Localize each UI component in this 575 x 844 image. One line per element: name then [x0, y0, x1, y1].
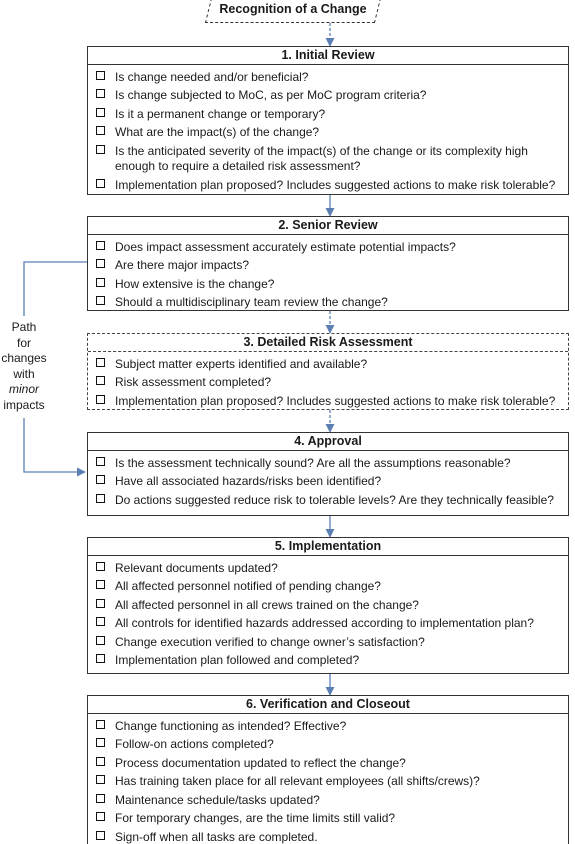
checklist-item [88, 277, 568, 291]
checkbox-icon[interactable] [96, 241, 105, 250]
checkbox-icon[interactable] [96, 617, 105, 626]
item-text: Is the assessment technically sound? Are all the assumptions reasonable? [115, 455, 511, 470]
checklist-item [88, 653, 568, 667]
checklist-item [88, 240, 568, 254]
item-text: For temporary changes, are the time limits still valid? [115, 811, 396, 825]
checklist-item [88, 474, 568, 488]
side-label-line: impacts [3, 397, 45, 412]
item-text: Have all associated hazards/risks been identified? [115, 474, 382, 488]
item-text: All affected personnel in all crews trained on the change? [115, 597, 419, 612]
item-text: Is change subjected to MoC, as per MoC program criteria? [115, 88, 427, 102]
box-title: 3. Detailed Risk Assessment [88, 334, 568, 352]
verification-closeout-box [87, 695, 569, 844]
side-label-line: minor [8, 382, 39, 396]
box-title: 6. Verification and Closeout [88, 696, 568, 714]
checkbox-icon[interactable] [96, 89, 105, 98]
checklist-item [88, 107, 568, 121]
item-text: Risk assessment completed? [115, 375, 272, 389]
item-text: What are the impact(s) of the change? [115, 125, 320, 139]
checklist-item [88, 793, 568, 807]
checklist-item [88, 616, 568, 630]
checkbox-icon[interactable] [96, 145, 105, 154]
checklist-item [88, 394, 568, 408]
item-text: Does impact assessment accurately estimate potential impacts? [115, 239, 456, 254]
checklist-item [88, 295, 568, 309]
box-title: 1. Initial Review [88, 47, 568, 65]
implementation-box [87, 537, 569, 674]
checklist-item [88, 493, 568, 507]
checkbox-icon[interactable] [96, 720, 105, 729]
item-text: Change execution verified to change owner’s satisfaction? [115, 634, 425, 649]
checkbox-icon[interactable] [96, 108, 105, 117]
side-label-line: for [16, 335, 31, 350]
checkbox-icon[interactable] [96, 794, 105, 803]
item-text: All affected personnel notified of pending change? [115, 579, 381, 593]
checkbox-icon[interactable] [96, 179, 105, 188]
checklist-item [88, 88, 568, 102]
checklist-item [88, 70, 568, 84]
item-text: Implementation plan followed and completed? [115, 653, 360, 667]
checklist-item [88, 756, 568, 770]
checkbox-icon[interactable] [96, 812, 105, 821]
checkbox-icon[interactable] [96, 831, 105, 840]
item-text: Is the anticipated severity of the impact(s) of the change or its complexity high enough to require a detailed risk assessment? [115, 143, 528, 173]
checklist-item [88, 737, 568, 751]
checkbox-icon[interactable] [96, 562, 105, 571]
item-text: Follow-on actions completed? [115, 737, 274, 751]
checkbox-icon[interactable] [96, 259, 105, 268]
checklist-item [88, 598, 568, 612]
item-text: Should a multidisciplinary team review the change? [115, 295, 388, 309]
side-label-line: changes [1, 351, 47, 365]
checkbox-icon[interactable] [96, 636, 105, 645]
item-text: Do actions suggested reduce risk to tolerable levels? Are they technically feasible? [115, 492, 554, 507]
checklist-item [88, 719, 568, 733]
item-text: Process documentation updated to reflect the change? [115, 755, 406, 770]
checkbox-icon[interactable] [96, 126, 105, 135]
minor-impacts-label [0, 320, 48, 413]
checkbox-icon[interactable] [96, 599, 105, 608]
checkbox-icon[interactable] [96, 654, 105, 663]
item-text: Is change needed and/or beneficial? [115, 69, 309, 84]
checklist-item [88, 774, 568, 788]
checklist-item [88, 811, 568, 825]
checklist-item [88, 635, 568, 649]
side-label-line: with [13, 366, 35, 381]
item-text: Sign-off when all tasks are completed. [115, 829, 318, 844]
checklist-item [88, 579, 568, 593]
box-title: 5. Implementation [88, 538, 568, 556]
checkbox-icon[interactable] [96, 296, 105, 305]
checklist-item [88, 456, 568, 470]
item-text: Subject matter experts identified and available? [115, 356, 368, 371]
item-text: Has training taken place for all relevant employees (all shifts/crews)? [115, 774, 480, 788]
approval-box [87, 432, 569, 516]
checklist-item [88, 144, 568, 174]
checkbox-icon[interactable] [96, 580, 105, 589]
item-text: All controls for identified hazards addressed according to implementation plan? [115, 616, 534, 630]
detailed-risk-assessment-box [87, 333, 569, 410]
checkbox-icon[interactable] [96, 278, 105, 287]
checklist-item [88, 561, 568, 575]
item-text: Is it a permanent change or temporary? [115, 106, 326, 121]
item-text: Are there major impacts? [115, 258, 250, 272]
checklist-item [88, 258, 568, 272]
box-title: 4. Approval [88, 433, 568, 451]
side-label-line: Path [11, 320, 37, 334]
checklist-item [88, 357, 568, 371]
item-text: How extensive is the change? [115, 276, 275, 291]
item-text: Maintenance schedule/tasks updated? [115, 792, 320, 807]
checkbox-icon[interactable] [96, 775, 105, 784]
senior-review-box [87, 216, 569, 311]
checkbox-icon[interactable] [96, 457, 105, 466]
item-text: Implementation plan proposed? Includes suggested actions to make risk tolerable? [115, 178, 556, 192]
checklist-item [88, 125, 568, 139]
checkbox-icon[interactable] [96, 376, 105, 385]
start-label: Recognition of a Change [219, 2, 367, 16]
checkbox-icon[interactable] [96, 475, 105, 484]
checkbox-icon[interactable] [96, 395, 105, 404]
checklist-item [88, 178, 568, 192]
initial-review-box [87, 46, 569, 195]
checklist-item [88, 830, 568, 844]
checkbox-icon[interactable] [96, 71, 105, 80]
item-text: Implementation plan proposed? Includes suggested actions to make risk tolerable? [115, 393, 556, 408]
checkbox-icon[interactable] [96, 738, 105, 747]
checkbox-icon[interactable] [96, 358, 105, 367]
item-text: Change functioning as intended? Effective? [115, 718, 347, 733]
checkbox-icon[interactable] [96, 757, 105, 766]
box-title: 2. Senior Review [88, 217, 568, 235]
checklist-item [88, 375, 568, 389]
item-text: Relevant documents updated? [115, 560, 278, 575]
checkbox-icon[interactable] [96, 494, 105, 503]
